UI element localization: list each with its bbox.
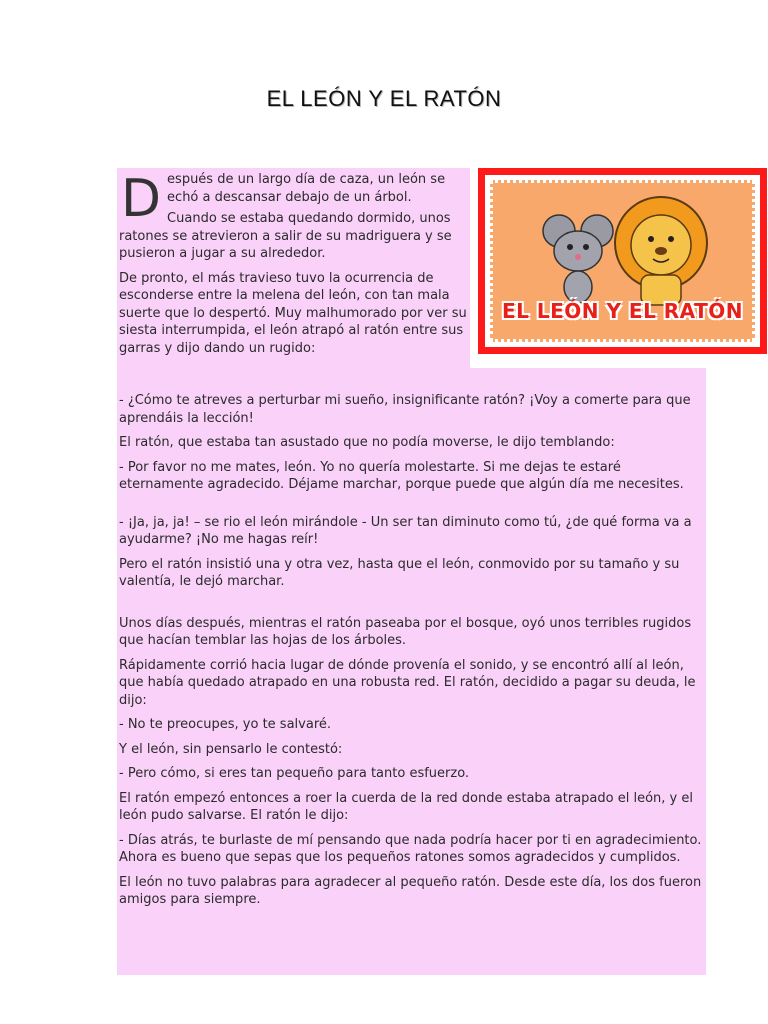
story-text	[119, 392, 709, 916]
story-illustration	[478, 168, 767, 354]
story-paragraph: Unos días después, mientras el ratón paseaba por el bosque, oyó unos terribles rugidos que hacían temblar las hojas de los árboles.	[119, 615, 692, 648]
story-paragraph: - ¡Ja, ja, ja! – se rio el león mirándole - Un ser tan diminuto como tú, ¿de qué forma va a ayudarme? ¡No me hagas reír!	[119, 514, 692, 547]
drop-cap: D	[121, 169, 162, 229]
mouse-icon	[543, 215, 613, 303]
intro-text	[119, 171, 468, 364]
story-paragraph: Rápidamente corrió hacia lugar de dónde provenía el sonido, y se encontró allí al león, que había quedado atrapado en una robusta red. El ratón, decidido a pagar su deuda, le dijo:	[119, 657, 696, 708]
illustration-title: EL LEÓN Y EL RATÓN	[501, 299, 743, 323]
page-title: EL LEÓN Y EL RATÓN	[266, 86, 502, 111]
story-paragraph: - Días atrás, te burlaste de mí pensando que nada podría hacer por ti en agradecimiento. Ahora es bueno que sepas que los pequeños ratones somos agradecidos y cumplidos.	[119, 832, 702, 865]
story-paragraph: - Pero cómo, si eres tan pequeño para tanto esfuerzo.	[119, 766, 470, 781]
illustration-panel	[490, 180, 755, 342]
story-paragraph: El ratón empezó entonces a roer la cuerda de la red donde estaba atrapado el león, y el león pudo salvarse. El ratón le dijo:	[119, 790, 693, 823]
intro-paragraph-1: espués de un largo día de caza, un león se echó a descansar debajo de un árbol.	[167, 172, 446, 205]
story-paragraph: - ¿Cómo te atreves a perturbar mi sueño, insignificante ratón? ¡Voy a comerte para que aprendáis la lección!	[119, 393, 691, 426]
story-paragraph: Pero el ratón insistió una y otra vez, hasta que el león, conmovido por su tamaño y su valentía, le dejó marchar.	[119, 556, 680, 589]
intro-paragraph-3: De pronto, el más travieso tuvo la ocurrencia de esconderse entre la melena del león, con tan mala suerte que lo despertó. Muy malhumorado por ver su siesta interrumpida, el león atrapó al ratón entre sus garras y dijo dando un rugido:	[119, 270, 467, 356]
story-paragraph: - Por favor no me mates, león. Yo no quería molestarte. Si me dejas te estaré eternamente agradecido. Déjame marchar, porque puede que algún día me necesites.	[119, 459, 684, 492]
lion-icon	[615, 197, 707, 305]
story-paragraph: El león no tuvo palabras para agradecer al pequeño ratón. Desde este día, los dos fueron amigos para siempre.	[119, 874, 702, 907]
intro-paragraph-2: Cuando se estaba quedando dormido, unos ratones se atrevieron a salir de su madriguera y se pusieron a jugar a su alrededor.	[119, 211, 452, 261]
story-paragraph: Y el león, sin pensarlo le contestó:	[119, 741, 343, 757]
story-paragraph: El ratón, que estaba tan asustado que no podía moverse, le dijo temblando:	[119, 435, 615, 450]
story-paragraph: - No te preocupes, yo te salvaré.	[119, 717, 332, 732]
